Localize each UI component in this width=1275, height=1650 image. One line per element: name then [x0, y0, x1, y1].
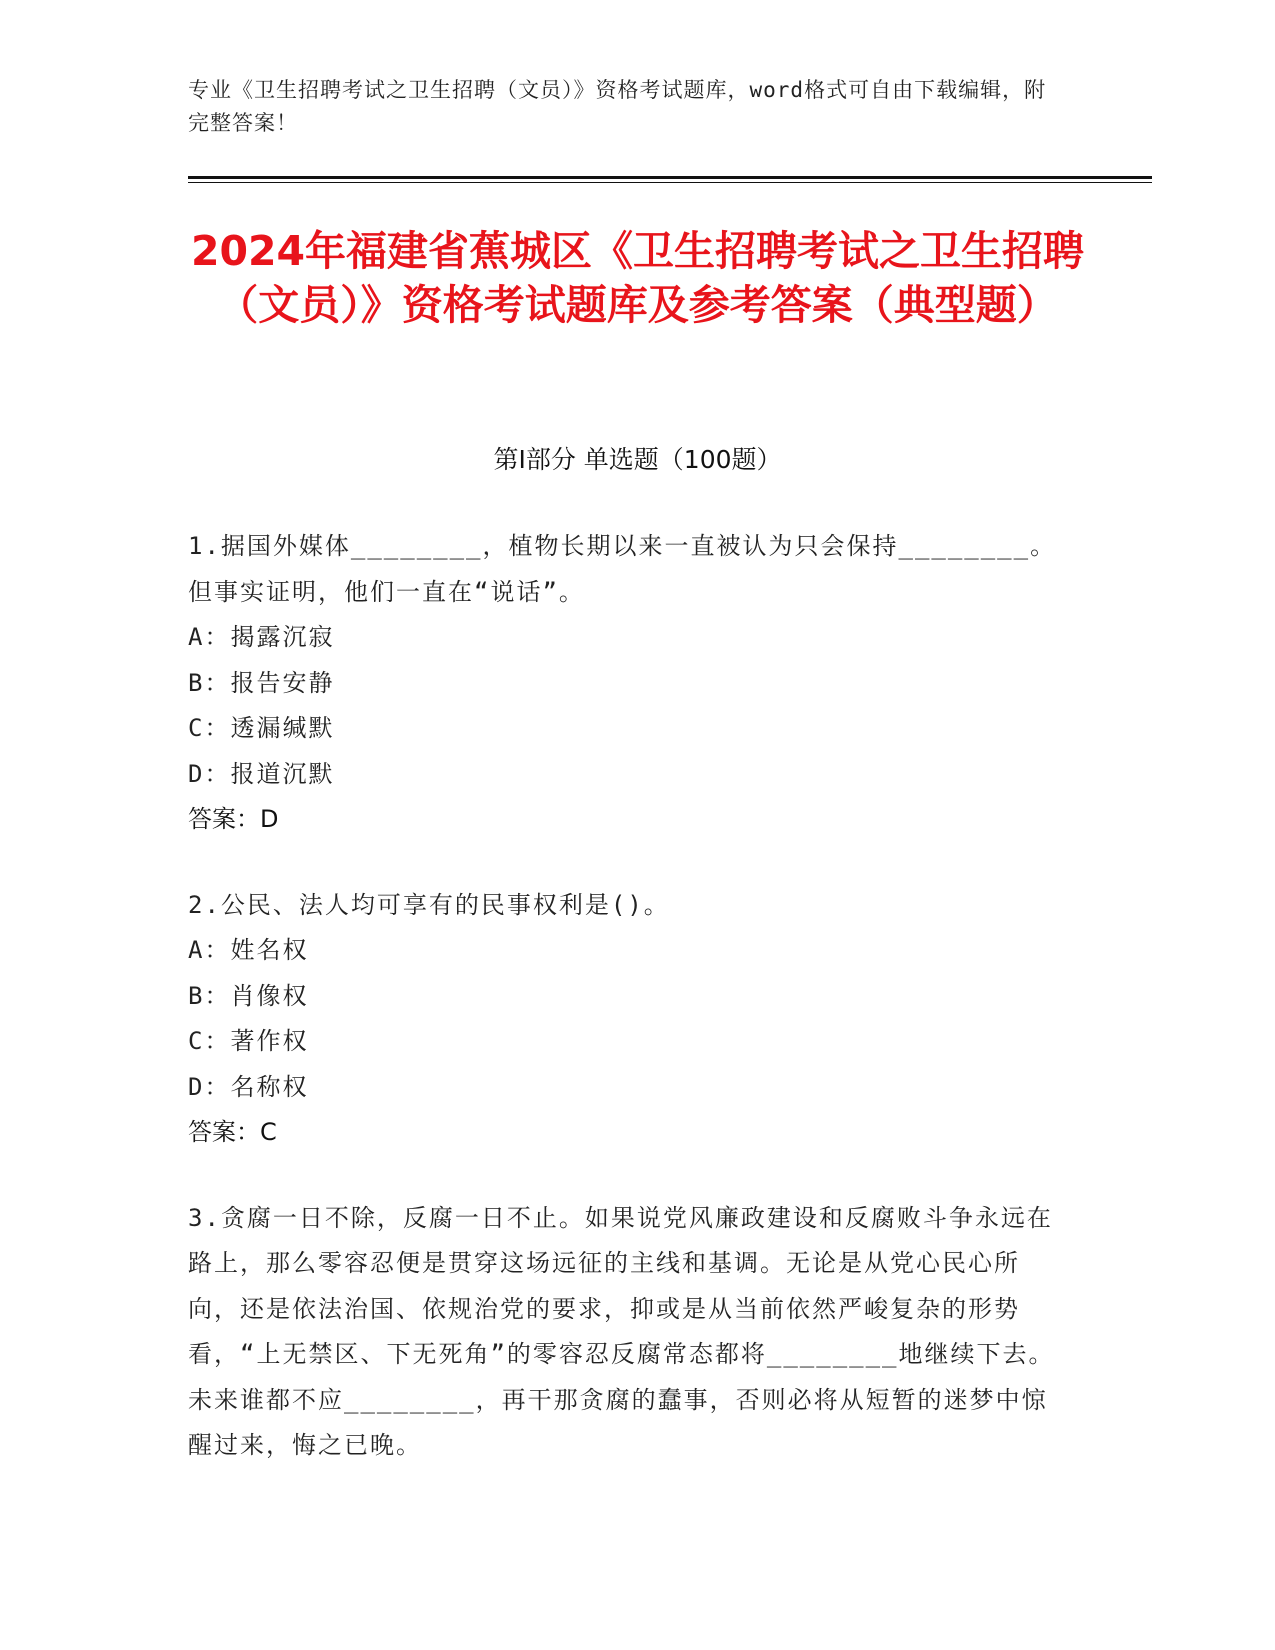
- section-title: 第Ⅰ部分 单选题（100题）: [493, 445, 782, 474]
- question-stem: 3.贪腐一日不除，反腐一日不止。如果说党风廉政建设和反腐败斗争永远在路上，那么零容忍便是贯穿这场远征的主线和基调。无论是从党心民心所向，还是依法治国、依规治党的要求，抑或是从当前依然严峻复杂的形势看，“上无禁区、下无死角”的零容忍反腐常态都将________地继续下去。未来谁都不应________，再干那贪腐的蠢事，否则必将从短暂的迷梦中惊醒过来，悔之已晚。: [188, 1203, 1055, 1459]
- question-stem: 2.公民、法人均可享有的民事权利是()。: [188, 890, 670, 919]
- option-d: D：名称权: [188, 1072, 309, 1101]
- question-3: [188, 1196, 1058, 1469]
- header-divider-thin: [188, 182, 1152, 183]
- option-d: D：报道沉默: [188, 759, 335, 788]
- question-list: [188, 524, 1058, 1509]
- option-a: A：姓名权: [188, 936, 309, 964]
- option-a: A：揭露沉寂: [188, 623, 335, 651]
- option-c: C：透漏缄默: [188, 714, 335, 742]
- answer-line: 答案：D: [188, 805, 279, 833]
- question-stem: 1.据国外媒体________，植物长期以来一直被认为只会保持________。但事实证明，他们一直在“说话”。: [188, 532, 1057, 606]
- option-b: B：肖像权: [188, 981, 309, 1010]
- question-1: [188, 524, 1058, 843]
- option-c: C：著作权: [188, 1027, 309, 1055]
- option-b: B：报告安静: [188, 668, 335, 697]
- header-divider-thick: [188, 176, 1152, 179]
- document-title: 2024年福建省蕉城区《卫生招聘考试之卫生招聘（文员）》资格考试题库及参考答案（典型题）: [190, 227, 1085, 329]
- question-2: [188, 883, 1058, 1156]
- header-note: 专业《卫生招聘考试之卫生招聘（文员）》资格考试题库，word格式可自由下载编辑，附完整答案！: [188, 78, 1047, 135]
- answer-line: 答案：C: [188, 1118, 277, 1146]
